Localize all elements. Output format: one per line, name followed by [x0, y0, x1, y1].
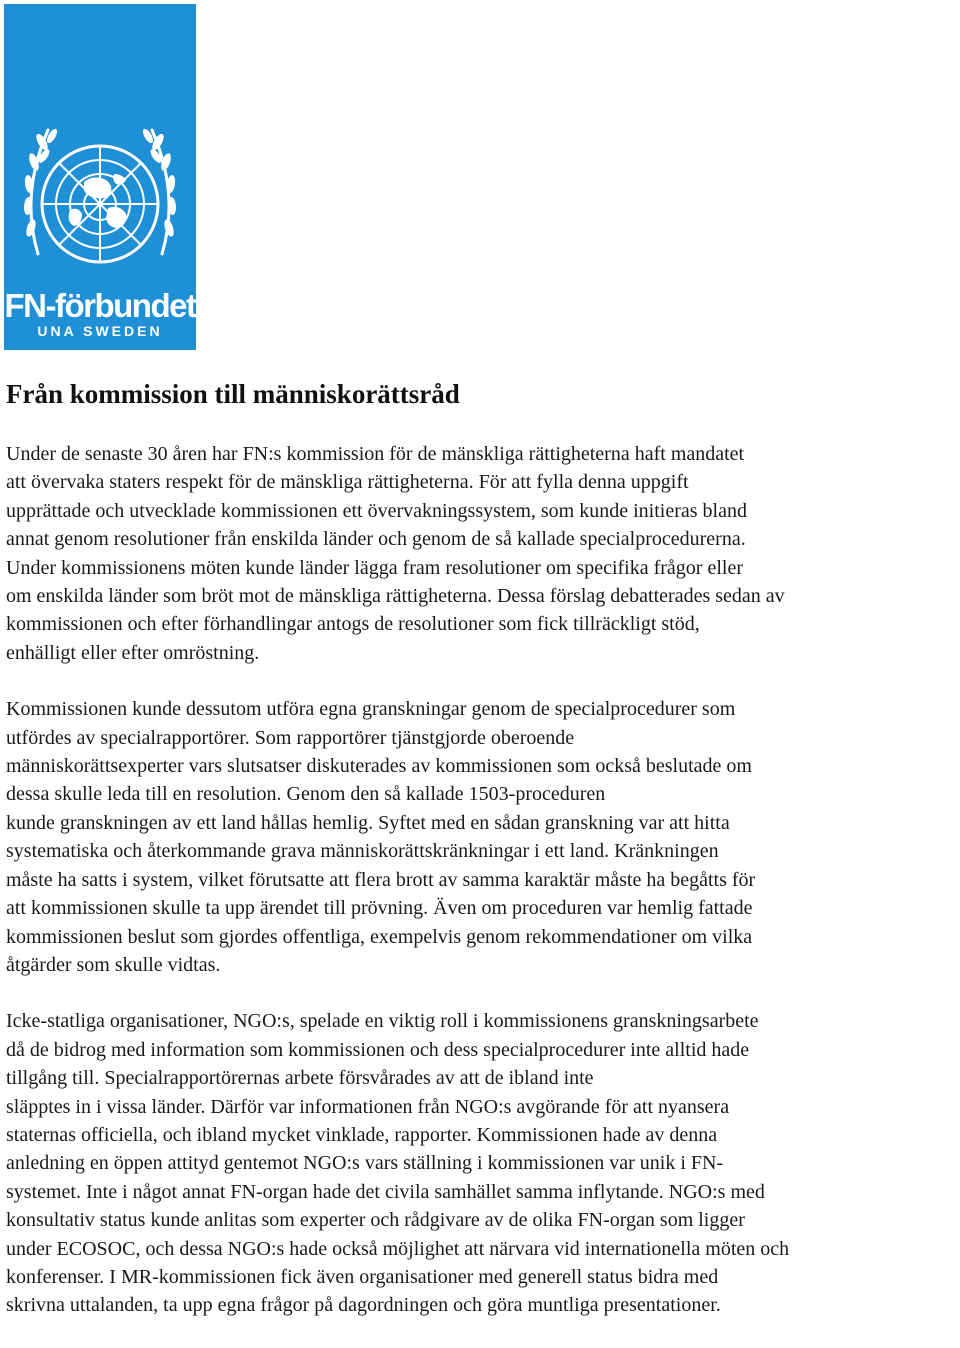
text-line: skrivna uttalanden, ta upp egna frågor på dagordningen och göra muntliga presentationer. — [6, 1294, 721, 1317]
text-line: måste ha satts i system, vilket förutsatte att flera brott av samma karaktär måste ha begåtts för — [6, 868, 756, 891]
text-line: kommissionen beslut som gjordes offentliga, exempelvis genom rekommendationer om vilka — [6, 925, 753, 948]
text-line: annat genom resolutioner från enskilda länder och genom de så kallade specialprocedurerna. — [6, 528, 746, 551]
text-line: utfördes av specialrapportörer. Som rapportörer tjänstgjorde oberoende — [6, 726, 575, 749]
text-line: enhälligt eller efter omröstning. — [6, 641, 260, 664]
logo-subtitle: UNA SWEDEN — [37, 323, 163, 339]
text-line: tillgång till. Specialrapportörernas arbete försvårades av att de ibland inte — [6, 1067, 594, 1090]
text-line: att kommissionen skulle ta upp ärendet till prövning. Även om proceduren var hemlig fattade — [6, 897, 753, 920]
document-body — [6, 440, 958, 1348]
text-line: konsultativ status kunde anlitas som experter och rådgivare av de olika FN-organ som ligger — [6, 1209, 745, 1232]
text-line: systemet. Inte i något annat FN-organ hade det civila samhället samma inflytande. NGO:s med — [6, 1180, 765, 1203]
text-line: om enskilda länder som bröt mot de mänskliga rättigheterna. Dessa förslag debatterades sedan av — [6, 585, 785, 608]
text-line: anledning en öppen attityd gentemot NGO:s vars ställning i kommissionen var unik i FN- — [6, 1152, 724, 1175]
text-line: släpptes in i vissa länder. Därför var informationen från NGO:s avgörande för att nyansera — [6, 1095, 730, 1118]
paragraph-2 — [6, 695, 958, 979]
text-line: människorättsexperter vars slutsatser diskuterades av kommissionen som också beslutade om — [6, 755, 752, 778]
un-emblem-icon — [4, 4, 196, 284]
text-line: Under kommissionens möten kunde länder lägga fram resolutioner om specifika frågor eller — [6, 556, 743, 579]
logo-name: FN-förbundet — [4, 287, 196, 324]
text-line: åtgärder som skulle vidtas. — [6, 953, 221, 976]
document-title: Från kommission till människorättsråd — [6, 379, 460, 409]
text-line: under ECOSOC, och dessa NGO:s hade också möjlighet att närvara vid internationella möten och — [6, 1237, 790, 1260]
text-line: Kommissionen kunde dessutom utföra egna granskningar genom de specialprocedurer som — [6, 698, 736, 721]
text-line: upprättade och utvecklade kommissionen ett övervakningssystem, som kunde initieras bland — [6, 499, 747, 522]
text-line: att övervaka staters respekt för de mänskliga rättigheterna. För att fylla denna uppgift — [6, 471, 689, 494]
un-emblem-logo — [4, 4, 196, 350]
text-line: staternas officiella, och ibland mycket vinklade, rapporter. Kommissionen hade av denna — [6, 1123, 718, 1146]
text-line: Icke-statliga organisationer, NGO:s, spelade en viktig roll i kommissionens granskningsarbete — [6, 1010, 759, 1033]
text-line: kommissionen och efter förhandlingar antogs de resolutioner som fick tillräckligt stöd, — [6, 613, 700, 636]
text-line: då de bidrog med information som kommissionen och dess specialprocedurer inte alltid hade — [6, 1038, 750, 1061]
text-line: dessa skulle leda till en resolution. Genom den så kallade 1503-proceduren — [6, 783, 606, 806]
text-line: Under de senaste 30 åren har FN:s kommission för de mänskliga rättigheterna haft mandatet — [6, 443, 745, 465]
text-line: systematiska och återkommande grava människorättskränkningar i ett land. Kränkningen — [6, 840, 719, 863]
text-line: konferenser. I MR-kommissionen fick även organisationer med generell status bidra med — [6, 1265, 719, 1288]
paragraph-3 — [6, 1007, 958, 1319]
text-line: kunde granskningen av ett land hållas hemlig. Syftet med en sådan granskning var att hitta — [6, 811, 730, 834]
paragraph-1 — [6, 440, 958, 667]
